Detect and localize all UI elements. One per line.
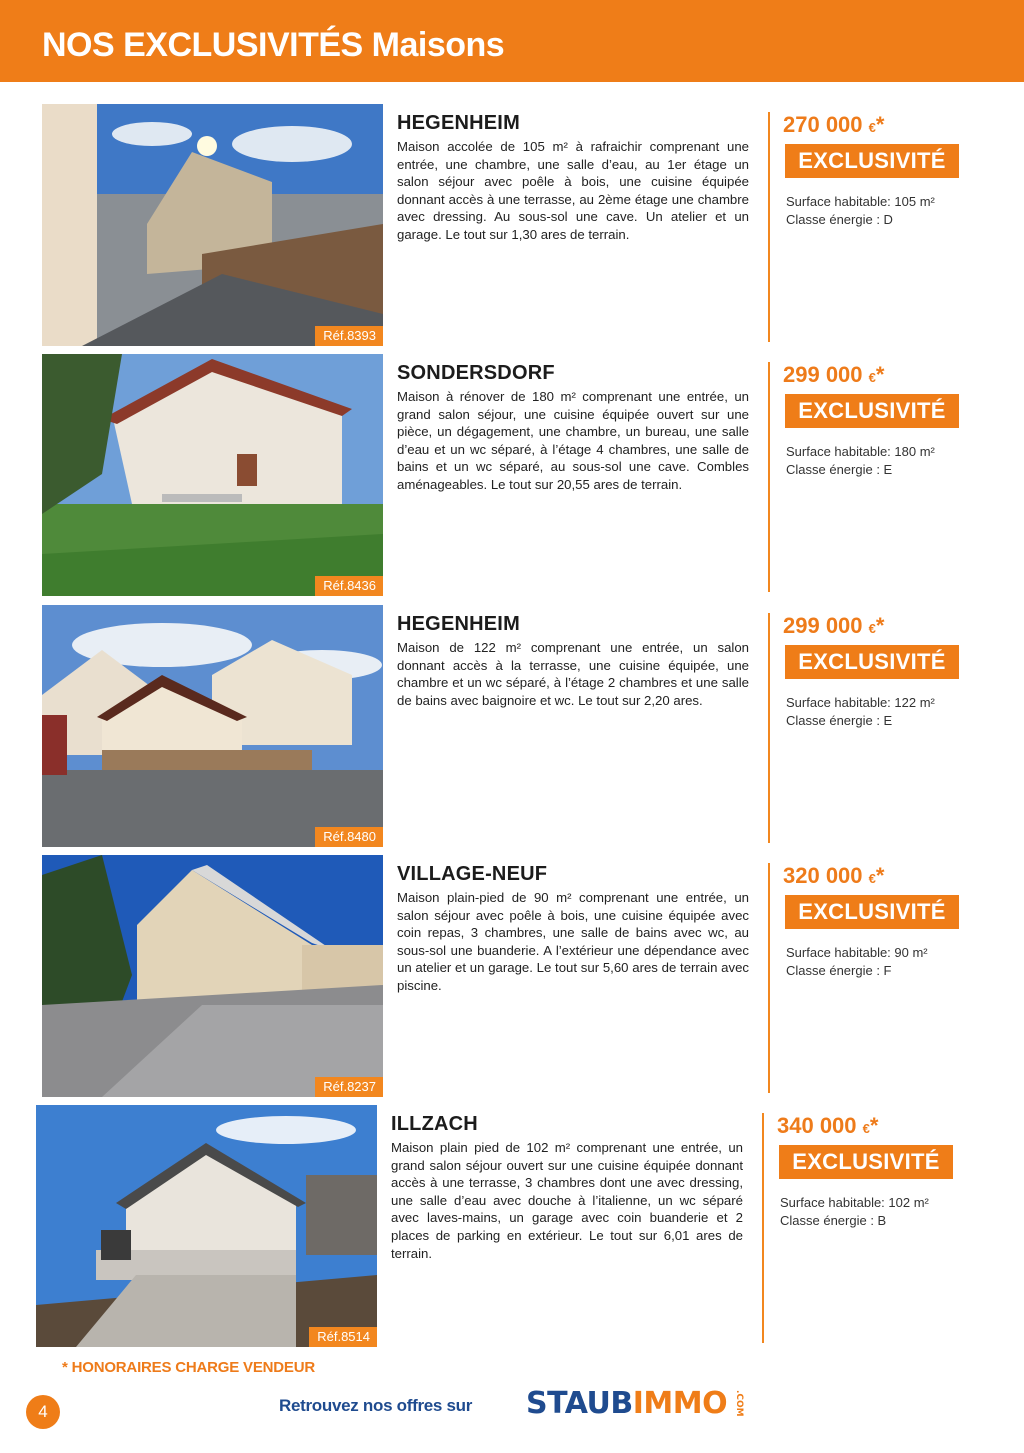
listing-city: HEGENHEIM xyxy=(397,112,520,134)
price-asterisk: * xyxy=(875,112,885,137)
divider xyxy=(762,1113,764,1343)
footer-cta: Retrouvez nos offres sur xyxy=(279,1396,473,1415)
reference-badge: Réf.8436 xyxy=(315,576,383,596)
classe-energie: Classe énergie : B xyxy=(780,1213,887,1228)
surface-habitable: Surface habitable: 105 m² xyxy=(786,194,935,209)
currency: € xyxy=(868,120,876,135)
divider xyxy=(768,863,770,1093)
currency: € xyxy=(868,370,876,385)
exclusivite-badge: EXCLUSIVITÉ xyxy=(785,895,959,929)
price-asterisk: * xyxy=(875,362,885,387)
page-title: NOS EXCLUSIVITÉS Maisons xyxy=(42,26,505,64)
header-bar xyxy=(0,0,1024,82)
property-photo[interactable] xyxy=(36,1105,377,1347)
price xyxy=(783,863,884,889)
fee-footnote: * HONORAIRES CHARGE VENDEUR xyxy=(62,1359,315,1376)
listing[interactable] xyxy=(0,605,1024,847)
price-value: 299 000 xyxy=(783,613,863,638)
price xyxy=(777,1113,878,1139)
classe-energie: Classe énergie : D xyxy=(786,212,893,227)
price xyxy=(783,613,884,639)
surface-habitable: Surface habitable: 122 m² xyxy=(786,695,935,710)
reference-badge: Réf.8393 xyxy=(315,326,383,346)
surface-habitable: Surface habitable: 102 m² xyxy=(780,1195,929,1210)
divider xyxy=(768,362,770,592)
listing-city: VILLAGE-NEUF xyxy=(397,863,548,885)
house-photo-image xyxy=(42,104,383,346)
exclusivite-badge: EXCLUSIVITÉ xyxy=(785,144,959,178)
price-value: 299 000 xyxy=(783,362,863,387)
exclusivite-badge: EXCLUSIVITÉ xyxy=(785,394,959,428)
listing[interactable] xyxy=(0,855,1024,1097)
listing-city: HEGENHEIM xyxy=(397,613,520,635)
property-photo[interactable] xyxy=(42,855,383,1097)
price-asterisk: * xyxy=(875,863,885,888)
price-asterisk: * xyxy=(869,1113,879,1138)
price-value: 270 000 xyxy=(783,112,863,137)
exclusivite-badge: EXCLUSIVITÉ xyxy=(785,645,959,679)
house-photo-image xyxy=(42,354,383,596)
listing[interactable] xyxy=(0,104,1024,346)
listing[interactable] xyxy=(0,354,1024,596)
reference-badge: Réf.8237 xyxy=(315,1077,383,1097)
listing-description: Maison accolée de 105 m² à rafraichir comprenant une entrée, une chambre, une salle d’eau, au 1er étage un salon séjour avec poêle à bois, une cuisine équipée donnant accès à une terrasse, au 2ème étage une chambre avec dressing. Au sous-sol une cave. Un atelier et un garage. Le tout sur 1,30 ares de terrain. xyxy=(397,139,749,242)
classe-energie: Classe énergie : E xyxy=(786,462,893,477)
listing-description: Maison plain-pied de 90 m² comprenant une entrée, un salon séjour avec poêle à bois, une cuisine équipée avec coin repas, 3 chambres, une salle de bains avec wc, au sous-sol une buanderie. A l’extérieur une dépendance avec un atelier et un garage. Le tout sur 5,60 ares de terrain avec piscine. xyxy=(397,890,749,993)
currency: € xyxy=(868,871,876,886)
price-value: 340 000 xyxy=(777,1113,857,1138)
listing-city: SONDERSDORF xyxy=(397,362,555,384)
price xyxy=(783,362,884,388)
price-asterisk: * xyxy=(875,613,885,638)
surface-habitable: Surface habitable: 180 m² xyxy=(786,444,935,459)
divider xyxy=(768,613,770,843)
house-photo-image xyxy=(36,1105,377,1347)
house-photo-image xyxy=(42,605,383,847)
house-photo-image xyxy=(42,855,383,1097)
classe-energie: Classe énergie : F xyxy=(786,963,892,978)
listing-description: Maison de 122 m² comprenant une entrée, un salon donnant accès à la terrasse, une cuisine équipée, une chambre et un wc séparé, à l’étage 2 chambres et une salle de bains avec baignoire et wc. Le tout sur 2,20 ares. xyxy=(397,640,749,708)
price xyxy=(783,112,884,138)
surface-habitable: Surface habitable: 90 m² xyxy=(786,945,928,960)
reference-badge: Réf.8514 xyxy=(309,1327,377,1347)
page-number: 4 xyxy=(26,1395,60,1429)
divider xyxy=(768,112,770,342)
listing-city: ILLZACH xyxy=(391,1113,478,1135)
currency: € xyxy=(868,621,876,636)
exclusivite-badge: EXCLUSIVITÉ xyxy=(779,1145,953,1179)
property-photo[interactable] xyxy=(42,104,383,346)
price-value: 320 000 xyxy=(783,863,863,888)
property-photo[interactable] xyxy=(42,354,383,596)
listing-description: Maison plain pied de 102 m² comprenant une entrée, un grand salon séjour ouvert sur une cuisine équipée donnant accès à une terrasse, 3 chambres dont une avec dressing, une salle d’eau avec douche à l’italienne, un wc séparé avec laves-mains, un garage avec coin buanderie et 2 places de parking en extérieur. Le tout sur 6,01 ares de terrain. xyxy=(391,1140,743,1261)
logo-com-suffix: .COM xyxy=(734,1390,744,1417)
currency: € xyxy=(862,1121,870,1136)
listing-description: Maison à rénover de 180 m² comprenant une entrée, un grand salon séjour, une cuisine équipée ouvert sur une pièce, un dégagement, une chambre, un bureau, une salle d’eau et un wc séparé, à l’étage 4 chambres, une salle de bains et un wc séparé, au sous-sol une cave. Combles aménageables. Le tout sur 20,55 ares de terrain. xyxy=(397,389,749,492)
logo-part-staub: STAUB xyxy=(526,1386,633,1421)
classe-energie: Classe énergie : E xyxy=(786,713,893,728)
listing[interactable] xyxy=(0,1105,1024,1347)
reference-badge: Réf.8480 xyxy=(315,827,383,847)
logo-part-immo: IMMO xyxy=(632,1386,728,1421)
staubimmo-logo[interactable] xyxy=(526,1386,727,1426)
property-photo[interactable] xyxy=(42,605,383,847)
